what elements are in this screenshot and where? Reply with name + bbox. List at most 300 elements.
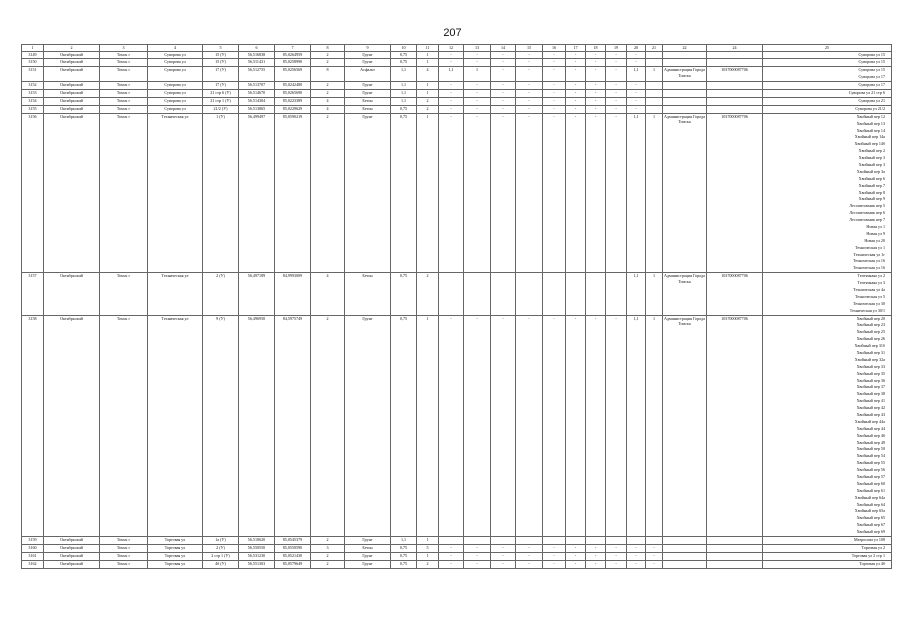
table-cell: 17 (У) xyxy=(203,67,239,82)
table-cell: Техническая ул xyxy=(148,315,203,537)
address-item: Хвойный пер 60 xyxy=(856,480,885,486)
table-cell xyxy=(586,537,606,545)
address-item: Лесопитомник пер 6 xyxy=(849,210,885,216)
table-cell: - xyxy=(439,90,464,98)
table-cell: - xyxy=(566,82,586,90)
table-cell: 1 xyxy=(417,315,439,537)
column-header: 14 xyxy=(491,45,516,52)
table-cell: - xyxy=(439,552,464,560)
table-cell: 2 xyxy=(311,113,345,272)
table-cell: 85,0545379 xyxy=(275,537,311,545)
table-cell: 17 (У) xyxy=(203,82,239,90)
table-cell: - xyxy=(586,82,606,90)
address-list-cell xyxy=(763,560,892,568)
table-cell: Грунт xyxy=(345,315,391,537)
table-cell xyxy=(646,82,663,90)
table-cell: Томск г xyxy=(100,67,148,82)
address-item: Суворова ул 15 xyxy=(858,67,885,73)
table-row xyxy=(22,97,892,105)
table-cell: Суворова ул xyxy=(148,67,203,82)
table-cell: 0,75 xyxy=(391,315,417,537)
address-list-cell xyxy=(763,552,892,560)
table-cell: Суворова ул xyxy=(148,59,203,67)
table-cell: - xyxy=(491,105,516,113)
table-cell: 56,497189 xyxy=(239,273,275,315)
table-cell: - xyxy=(586,315,606,537)
table-cell: Грунт xyxy=(345,59,391,67)
table-row xyxy=(22,537,892,545)
table-cell: 4б (У) xyxy=(203,560,239,568)
table-cell: 85,0550590 xyxy=(275,544,311,552)
address-item: Техническая ул 5 xyxy=(855,293,885,299)
address-item: Хвойный пер 20 xyxy=(856,315,885,321)
address-item: Торговая ул 2 xyxy=(861,544,885,550)
address-list-cell xyxy=(763,105,892,113)
column-header: 19 xyxy=(606,45,627,52)
table-cell: - xyxy=(439,105,464,113)
table-cell: 1 xyxy=(417,51,439,59)
column-header: 9 xyxy=(345,45,391,52)
table-cell: - xyxy=(439,82,464,90)
table-cell xyxy=(646,537,663,545)
table-cell: - xyxy=(586,105,606,113)
table-cell xyxy=(663,560,707,568)
table-cell xyxy=(663,105,707,113)
table-body xyxy=(22,45,892,569)
table-cell: - xyxy=(464,560,491,568)
table-cell: 1 (У) xyxy=(203,113,239,272)
address-item: Суворова ул 15 xyxy=(858,51,885,57)
table-cell: 21/2 (У) xyxy=(203,105,239,113)
table-cell: - xyxy=(566,113,586,272)
table-cell: 1,1 xyxy=(391,537,417,545)
table-row xyxy=(22,59,892,67)
table-cell: Томск г xyxy=(100,97,148,105)
table-row xyxy=(22,552,892,560)
table-cell: 2 xyxy=(417,273,439,315)
table-cell: 1,1 xyxy=(627,113,646,272)
address-item: Хвойный пер 14а xyxy=(854,134,885,140)
table-cell: 2 xyxy=(311,59,345,67)
table-cell: - xyxy=(491,560,516,568)
table-cell: Бетон xyxy=(345,544,391,552)
table-cell: 3153 xyxy=(22,90,44,98)
table-cell xyxy=(646,59,663,67)
table-cell: 2 xyxy=(311,560,345,568)
table-cell: 2 xyxy=(311,537,345,545)
table-cell: 1,1 xyxy=(627,315,646,537)
address-item: Техническая ул 30/1 xyxy=(849,307,885,313)
table-cell xyxy=(646,105,663,113)
table-cell: 2 (У) xyxy=(203,544,239,552)
table-cell: 56,514670 xyxy=(239,90,275,98)
table-cell xyxy=(707,105,763,113)
table-cell xyxy=(464,273,491,315)
address-item: Суворова ул 17 xyxy=(858,74,885,80)
table-cell: - xyxy=(543,113,566,272)
table-cell: - xyxy=(566,59,586,67)
table-row xyxy=(22,90,892,98)
table-cell: - xyxy=(491,59,516,67)
table-cell: 3161 xyxy=(22,552,44,560)
address-item: Хвойный пер 26 xyxy=(856,336,885,342)
table-cell: Суворова ул xyxy=(148,97,203,105)
table-cell: - xyxy=(606,105,627,113)
table-cell: 4 xyxy=(311,105,345,113)
table-cell: 1 xyxy=(417,59,439,67)
address-item: Хвойный пер 64 xyxy=(856,501,885,507)
table-cell: 3160 xyxy=(22,544,44,552)
table-cell: Асфальт xyxy=(345,67,391,82)
address-item: Новая ул 20 xyxy=(864,237,885,243)
table-cell: Бетон xyxy=(345,97,391,105)
table-cell: Октябрьский xyxy=(44,273,100,315)
table-row xyxy=(22,67,892,82)
table-cell: 1 xyxy=(417,537,439,545)
table-cell: 3151 xyxy=(22,67,44,82)
table-cell: 85,0242480 xyxy=(275,82,311,90)
address-list-cell xyxy=(763,51,892,59)
table-row xyxy=(22,113,892,272)
column-header: 6 xyxy=(239,45,275,52)
table-cell: - xyxy=(491,113,516,272)
table-cell: - xyxy=(606,315,627,537)
table-cell: - xyxy=(646,544,663,552)
table-cell xyxy=(707,82,763,90)
table-cell: 1 xyxy=(646,67,663,82)
table-cell: Октябрьский xyxy=(44,537,100,545)
table-cell: 85,0229629 xyxy=(275,105,311,113)
address-item: Техническая ул 1 xyxy=(855,244,885,250)
address-item: Хвойный пер 55 xyxy=(856,460,885,466)
table-cell xyxy=(707,544,763,552)
address-item: Хвойный пер 69 xyxy=(856,529,885,535)
table-cell: Техническая ул xyxy=(148,273,203,315)
table-cell: 21 стр 6 (У) xyxy=(203,90,239,98)
table-cell xyxy=(707,537,763,545)
table-cell: - xyxy=(464,51,491,59)
table-cell: - xyxy=(543,97,566,105)
table-cell: 56,550550 xyxy=(239,544,275,552)
address-item: Хвойный пер 3 xyxy=(858,161,885,167)
table-cell: 21 стр 1 (У) xyxy=(203,97,239,105)
table-cell: Октябрьский xyxy=(44,113,100,272)
table-cell: - xyxy=(627,560,646,568)
table-cell: 0,75 xyxy=(391,560,417,568)
table-cell: 15 (У) xyxy=(203,59,239,67)
table-cell: 0,75 xyxy=(391,273,417,315)
table-cell xyxy=(646,90,663,98)
table-cell: - xyxy=(586,544,606,552)
table-cell: 56,511431 xyxy=(239,59,275,67)
table-cell: - xyxy=(543,67,566,82)
table-cell: - xyxy=(543,59,566,67)
table-cell: - xyxy=(566,105,586,113)
table-cell: 1 xyxy=(417,113,439,272)
table-cell: 9 (У) xyxy=(203,315,239,537)
table-cell: - xyxy=(516,560,543,568)
table-cell xyxy=(543,273,566,315)
address-item: Хвойный пер 12 xyxy=(856,113,885,119)
address-item: Техническая ул 30 xyxy=(852,300,885,306)
address-list-cell xyxy=(763,273,892,315)
table-cell: - xyxy=(464,82,491,90)
table-cell xyxy=(707,552,763,560)
address-item: Хвойный пер 7 xyxy=(858,182,885,188)
table-cell xyxy=(439,273,464,315)
table-cell xyxy=(663,537,707,545)
table-cell: - xyxy=(606,59,627,67)
table-cell: Администрация Города Томска xyxy=(663,273,707,315)
table-cell: - xyxy=(586,113,606,272)
table-cell: Торговая ул xyxy=(148,544,203,552)
address-item: Торговая ул 2 стр 1 xyxy=(851,552,885,558)
address-item: Лесопитомник пер 5 xyxy=(849,203,885,209)
address-item: Тептячкаяа ул 2 xyxy=(857,273,885,279)
table-cell: - xyxy=(439,97,464,105)
table-cell: 1 xyxy=(417,552,439,560)
address-item: Хвойный пер 35 xyxy=(856,370,885,376)
table-cell: - xyxy=(464,90,491,98)
table-cell: - xyxy=(586,560,606,568)
page-number: 207 xyxy=(443,27,462,39)
table-cell: Томск г xyxy=(100,113,148,272)
table-cell: Грунт xyxy=(345,90,391,98)
table-cell: - xyxy=(516,315,543,537)
table-cell: Томск г xyxy=(100,90,148,98)
address-list-cell xyxy=(763,544,892,552)
table-cell: Томск г xyxy=(100,537,148,545)
table-cell: - xyxy=(627,51,646,59)
column-header: 12 xyxy=(439,45,464,52)
address-item: Хвойный пер 32а xyxy=(854,356,885,362)
table-cell: - xyxy=(516,105,543,113)
table-cell: - xyxy=(543,560,566,568)
table-cell: Торговая ул xyxy=(148,560,203,568)
table-cell: 56,513707 xyxy=(239,82,275,90)
table-cell: - xyxy=(586,97,606,105)
table-cell xyxy=(606,537,627,545)
table-cell: 4 xyxy=(417,67,439,82)
table-cell: - xyxy=(586,59,606,67)
table-cell: - xyxy=(627,59,646,67)
table-cell: Бетон xyxy=(345,105,391,113)
table-cell: 4 xyxy=(311,273,345,315)
table-cell: - xyxy=(464,97,491,105)
table-cell: Администрация Города Томска xyxy=(663,315,707,537)
table-cell: 3 xyxy=(311,544,345,552)
address-item: Хвойный пер 2 xyxy=(858,148,885,154)
address-item: Хвойный пер 14б xyxy=(854,141,885,147)
table-cell xyxy=(707,90,763,98)
table-cell: - xyxy=(606,67,627,82)
table-cell: 1,1 xyxy=(439,67,464,82)
table-cell: - xyxy=(566,67,586,82)
column-header: 17 xyxy=(566,45,586,52)
table-cell: - xyxy=(491,67,516,82)
register-table xyxy=(21,44,892,569)
table-cell: 1037000087706 xyxy=(707,315,763,537)
table-cell: 3162 xyxy=(22,560,44,568)
table-cell: 1,1 xyxy=(391,67,417,82)
table-cell xyxy=(663,90,707,98)
address-item: Хвойный пер 33 xyxy=(856,363,885,369)
address-item: Новая ул 1 xyxy=(866,223,885,229)
table-cell: 1,1 xyxy=(391,97,417,105)
table-cell: 0,75 xyxy=(391,113,417,272)
table-cell: - xyxy=(606,552,627,560)
address-item: Хвойный пер 64а xyxy=(854,494,885,500)
table-cell: - xyxy=(464,552,491,560)
table-cell: 56,510620 xyxy=(239,537,275,545)
table-cell: 1 xyxy=(646,273,663,315)
table-cell: 56,512755 xyxy=(239,67,275,82)
table-cell: - xyxy=(439,51,464,59)
address-item: Новая ул 9 xyxy=(866,230,885,236)
table-cell: Октябрьский xyxy=(44,59,100,67)
table-cell: - xyxy=(543,82,566,90)
address-list-cell xyxy=(763,315,892,537)
column-header: 16 xyxy=(543,45,566,52)
table-cell: Суворова ул xyxy=(148,90,203,98)
table-cell: - xyxy=(491,97,516,105)
table-cell: Томск г xyxy=(100,560,148,568)
address-list-cell xyxy=(763,82,892,90)
table-row xyxy=(22,105,892,113)
table-cell: 15 (У) xyxy=(203,51,239,59)
table-cell: 0,75 xyxy=(391,105,417,113)
table-cell: Октябрьский xyxy=(44,552,100,560)
address-item: Хвойный пер 65а xyxy=(854,508,885,514)
address-item: Хвойный пер 57 xyxy=(856,474,885,480)
table-cell: - xyxy=(464,59,491,67)
table-cell xyxy=(439,537,464,545)
table-cell: Администрация Города Томска xyxy=(663,113,707,272)
table-cell: Октябрьский xyxy=(44,67,100,82)
table-cell: - xyxy=(491,82,516,90)
table-cell: 3152 xyxy=(22,82,44,90)
table-cell: 1037000087706 xyxy=(707,67,763,82)
table-cell: Грунт xyxy=(345,82,391,90)
table-cell: 56,496950 xyxy=(239,315,275,537)
column-header: 24 xyxy=(707,45,763,52)
address-item: Хвойный пер 31б xyxy=(854,343,885,349)
table-cell xyxy=(646,51,663,59)
address-item: Хвойный пер 44 xyxy=(856,425,885,431)
table-cell: - xyxy=(516,113,543,272)
address-item: Хвойный пер 23 xyxy=(856,322,885,328)
table-cell: Томск г xyxy=(100,273,148,315)
table-cell: - xyxy=(566,51,586,59)
table-cell: - xyxy=(566,97,586,105)
table-cell: 85,0521430 xyxy=(275,552,311,560)
table-cell: - xyxy=(627,544,646,552)
table-cell: Томск г xyxy=(100,82,148,90)
column-header: 18 xyxy=(586,45,606,52)
column-header: 10 xyxy=(391,45,417,52)
table-cell: Томск г xyxy=(100,552,148,560)
table-cell: 1 xyxy=(417,90,439,98)
table-cell: - xyxy=(627,552,646,560)
table-cell: - xyxy=(543,552,566,560)
table-cell: 1,1 xyxy=(391,82,417,90)
table-cell: - xyxy=(646,560,663,568)
table-cell: - xyxy=(464,544,491,552)
table-cell: - xyxy=(586,90,606,98)
address-item: Техническая ул 1г xyxy=(853,251,885,257)
table-cell: - xyxy=(586,51,606,59)
table-cell: 56,531230 xyxy=(239,552,275,560)
address-item: Суворова ул 15 xyxy=(858,59,885,65)
table-cell xyxy=(663,51,707,59)
table-cell: - xyxy=(516,97,543,105)
table-cell: - xyxy=(606,544,627,552)
address-item: Суворова ул 21 xyxy=(858,97,885,103)
table-cell: Томск г xyxy=(100,544,148,552)
table-cell xyxy=(491,273,516,315)
table-cell: Торговая ул xyxy=(148,537,203,545)
address-list-cell xyxy=(763,67,892,82)
address-item: Хвойный пер 36 xyxy=(856,377,885,383)
table-cell: 0,75 xyxy=(391,544,417,552)
table-cell xyxy=(707,59,763,67)
table-cell: - xyxy=(543,90,566,98)
table-cell: Октябрьский xyxy=(44,544,100,552)
table-cell xyxy=(566,273,586,315)
table-cell: - xyxy=(516,544,543,552)
table-row xyxy=(22,560,892,568)
address-item: Техническая ул 16 xyxy=(852,265,885,271)
table-cell: Техническая ул xyxy=(148,113,203,272)
table-cell: 1037000087706 xyxy=(707,273,763,315)
table-cell xyxy=(543,537,566,545)
address-item: Торговая ул 4б xyxy=(859,560,885,566)
table-cell: - xyxy=(586,67,606,82)
table-cell: - xyxy=(606,51,627,59)
address-item: Хвойный пер 44а xyxy=(854,418,885,424)
table-cell xyxy=(663,59,707,67)
address-item: Хвойный пер 8 xyxy=(858,189,885,195)
table-cell: - xyxy=(464,315,491,537)
column-header: 8 xyxy=(311,45,345,52)
table-cell: 85,0223389 xyxy=(275,97,311,105)
table-cell: - xyxy=(543,51,566,59)
table-cell: Октябрьский xyxy=(44,51,100,59)
table-cell: Администрация Города Томска xyxy=(663,67,707,82)
address-item: Хвойный пер 65 xyxy=(856,515,885,521)
table-cell: - xyxy=(543,544,566,552)
table-cell: 85,0265690 xyxy=(275,90,311,98)
address-item: Хвойный пер 67 xyxy=(856,522,885,528)
table-cell: 3158 xyxy=(22,315,44,537)
table-cell: - xyxy=(606,82,627,90)
column-header: 21 xyxy=(646,45,663,52)
column-header: 25 xyxy=(763,45,892,52)
table-cell: - xyxy=(464,113,491,272)
table-cell: - xyxy=(606,113,627,272)
table-cell: 1,1 xyxy=(627,273,646,315)
table-cell: 3155 xyxy=(22,105,44,113)
table-cell: - xyxy=(516,552,543,560)
table-cell: - xyxy=(606,97,627,105)
table-cell: Октябрьский xyxy=(44,560,100,568)
table-cell: 2 стр 1 (У) xyxy=(203,552,239,560)
table-cell: 3159 xyxy=(22,537,44,545)
table-cell: - xyxy=(439,315,464,537)
column-header: 2 xyxy=(44,45,100,52)
table-cell: - xyxy=(543,105,566,113)
table-cell xyxy=(707,560,763,568)
